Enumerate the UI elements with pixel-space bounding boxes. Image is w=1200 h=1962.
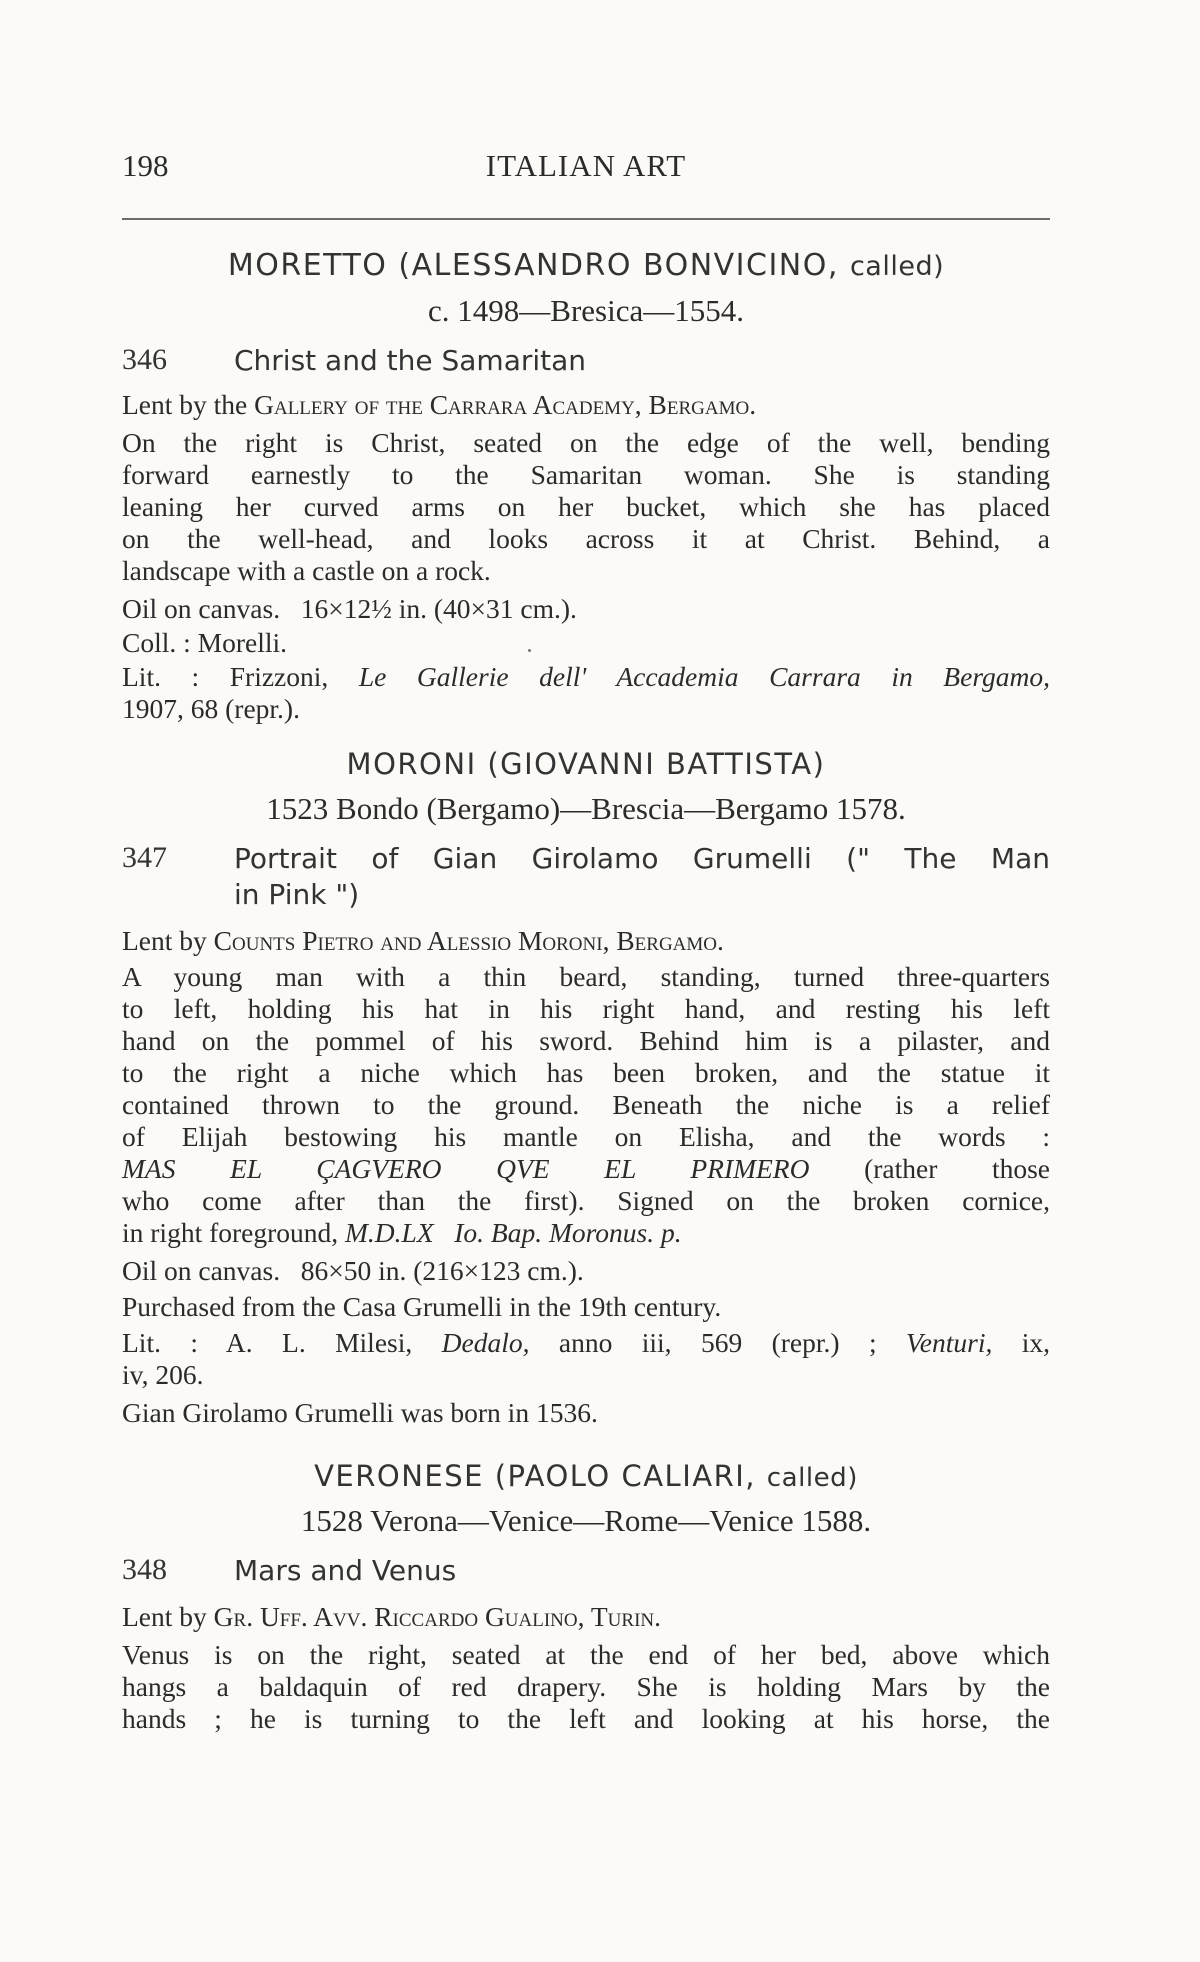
description-line: of Elijah bestowing his mantle on Elisha, and the words : [122,1121,1050,1152]
entry-name: Christ and the Samaritan [234,344,587,377]
description-line: to the right a niche which has been broken, and the statue it [122,1057,1050,1088]
lender-line: Lent by Counts Pietro and Alessio Moroni, Bergamo. [122,925,724,956]
description-line: who come after than the first). Signed on the broken cornice, [122,1185,1050,1216]
description-line: On the right is Christ, seated on the edge of the well, bending [122,427,1050,458]
lender-line: Lent by the Gallery of the Carrara Academy, Bergamo. [122,389,757,420]
catalogue-text [122,240,1050,1735]
page-number: 198 [122,148,169,183]
description-line: contained thrown to the ground. Beneath the niche is a relief [122,1089,1050,1120]
header-rule [122,218,1050,220]
description-line: landscape with a castle on a rock. [122,555,491,586]
description-line: A young man with a thin beard, standing, turned three-quarters [122,961,1050,992]
note-line: Gian Girolamo Grumelli was born in 1536. [122,1397,598,1428]
artist-heading-veronese: VERONESE (PAOLO CALIARI, called) [314,1459,858,1493]
entry-title-346 [122,343,1050,379]
description-line: forward earnestly to the Samaritan woman. She is standing [122,459,1050,490]
literature-line: 1907, 68 (repr.). [122,693,300,724]
entry-number: 346 [122,343,167,376]
description-line: Venus is on the right, seated at the end of her bed, above which [122,1639,1050,1670]
artist-heading-moroni: MORONI (GIOVANNI BATTISTA) [346,747,826,781]
artist-heading-moretto: MORETTO (ALESSANDRO BONVICINO, called) [227,248,945,283]
description-line: hand on the pommel of his sword. Behind him is a pilaster, and [122,1025,1050,1056]
page-header [122,148,1050,192]
description-line: hangs a baldaquin of red drapery. She is holding Mars by the [122,1671,1050,1702]
entry-name: Portrait of Gian Girolamo Grumelli (" The Man in Pink ") [234,842,1050,911]
description-line: on the well-head, and looks across it at Christ. Behind, a [122,523,1050,554]
entry-name: Mars and Venus [234,1554,457,1587]
artist-dates-moroni: 1523 Bondo (Bergamo)—Brescia—Bergamo 1578. [266,791,906,826]
inscription: MAS EL ÇAGVERO QVE EL PRIMERO [122,1153,810,1184]
entry-title-347 [122,841,1050,913]
entry-title-348 [122,1553,1050,1589]
literature-line: Lit. : Frizzoni, Le Gallerie dell' Accademia Carrara in Bergamo, [122,661,1050,692]
signature: M.D.LX Io. Bap. Moronus. p. [345,1217,682,1248]
description-348 [122,1639,1050,1735]
medium-line: Oil on canvas. 16×12½ in. (40×31 cm.). [122,593,577,624]
entry-number: 347 [122,841,167,874]
description-line: leaning her curved arms on her bucket, which she has placed [122,491,1050,522]
collection-line: Coll. : Morelli. [122,627,287,658]
description-347 [122,961,1050,1249]
description-line: to left, holding his hat in his right hand, and resting his left [122,993,1050,1024]
literature-line: iv, 206. [122,1359,204,1390]
lender-line: Lent by Gr. Uff. Avv. Riccardo Gualino, Turin. [122,1601,661,1632]
literature-line: Lit. : A. L. Milesi, Dedalo, anno iii, 569 (repr.) ; Venturi, ix, [122,1327,1051,1358]
entry-number: 348 [122,1553,167,1586]
artist-dates-veronese: 1528 Verona—Venice—Rome—Venice 1588. [300,1503,872,1538]
medium-line: Oil on canvas. 86×50 in. (216×123 cm.). [122,1255,584,1286]
description-line: in right foreground, M.D.LX Io. Bap. Moronus. p. [122,1217,682,1248]
running-title: ITALIAN ART [485,148,687,183]
artist-dates-moretto: c. 1498—Bresica—1554. [428,293,744,328]
description-line: hands ; he is turning to the left and looking at his horse, the [122,1703,1050,1734]
description-line: MAS EL ÇAGVERO QVE EL PRIMERO (rather those [122,1153,1050,1184]
provenance-line: Purchased from the Casa Grumelli in the 19th century. [122,1291,722,1322]
description-346 [122,427,1050,587]
